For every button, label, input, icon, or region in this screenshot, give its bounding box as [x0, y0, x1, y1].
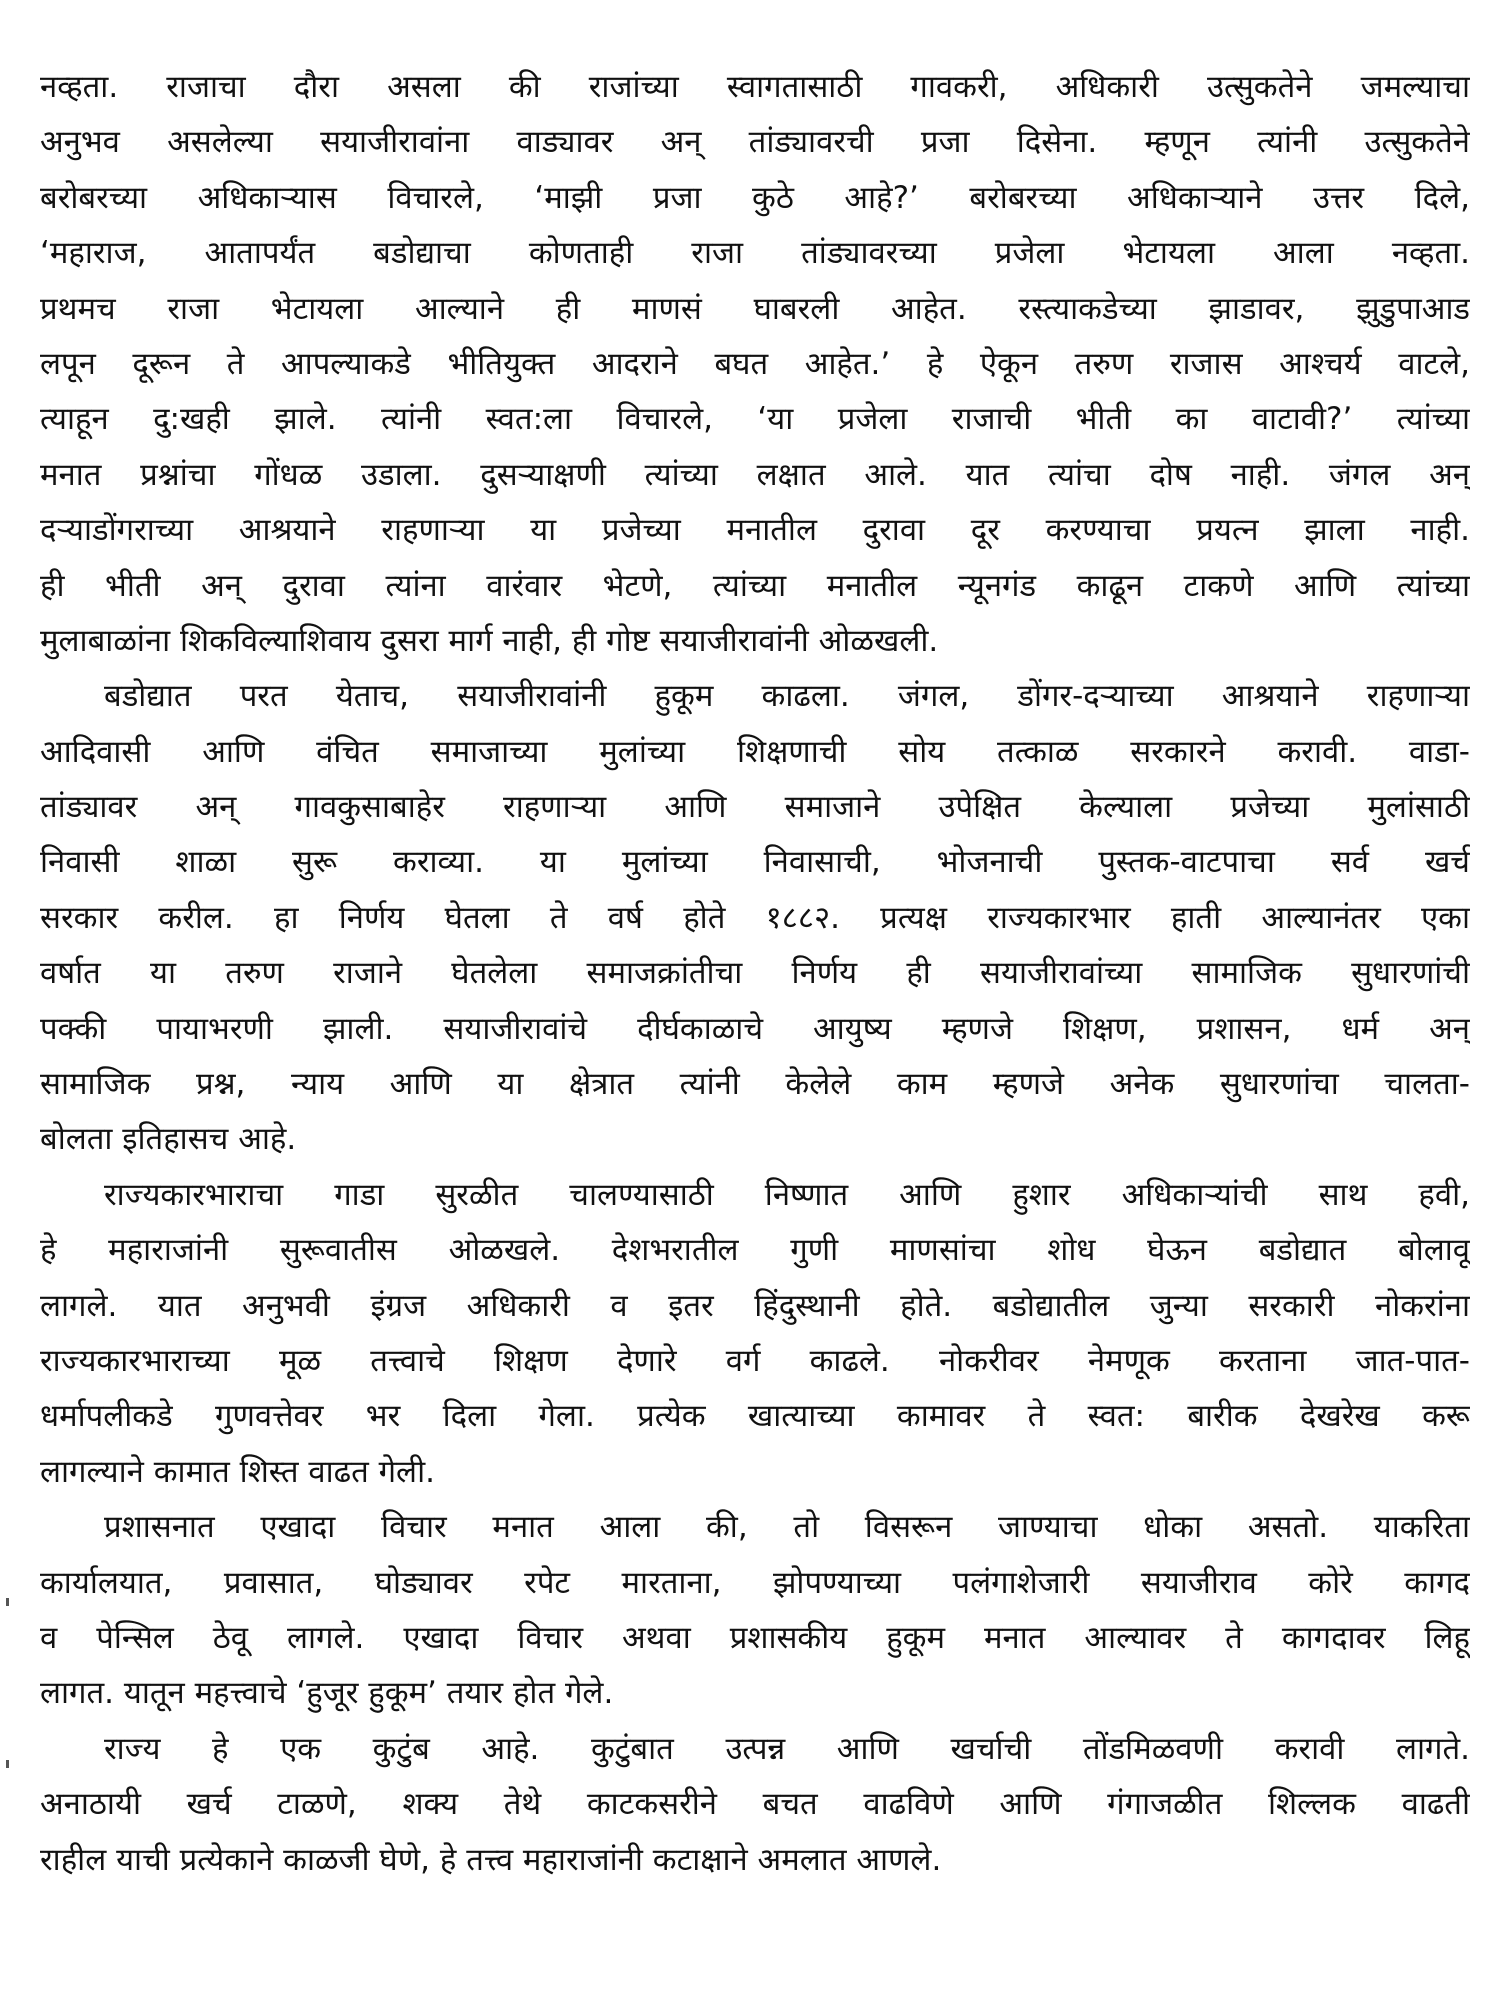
text-line: हे महाराजांनी सुरूवातीस ओळखले. देशभरातील गुणी माणसांचा शोध घेऊन बडोद्यात बोलावू	[40, 1232, 1470, 1269]
text-line: लागत. यातून महत्त्वाचे ‘हुजूर हुकूम’ तयार होत गेले.	[40, 1675, 614, 1712]
text-line: प्रथमच राजा भेटायला आल्याने ही माणसं घाबरली आहेत. रस्त्याकडेच्या झाडावर, झुडुपाआड	[40, 290, 1470, 327]
text-line: राज्यकारभाराचा गाडा सुरळीत चालण्यासाठी निष्णात आणि हुशार अधिकाऱ्यांची साथ हवी,	[104, 1176, 1470, 1213]
paragraph	[40, 669, 1470, 1168]
text-line: तांड्यावर अन् गावकुसाबाहेर राहणाऱ्या आणि समाजाने उपेक्षित केल्याला प्रजेच्या मुलांसाठी	[40, 789, 1470, 826]
text-line: अनुभव असलेल्या सयाजीरावांना वाड्यावर अन् तांड्यावरची प्रजा दिसेना. म्हणून त्यांनी उत्सुकतेने	[40, 124, 1470, 161]
document-body	[40, 60, 1470, 1888]
text-line: कार्यालयात, प्रवासात, घोड्यावर रपेट मारताना, झोपण्याच्या पलंगाशेजारी सयाजीराव कोरे कागद	[40, 1564, 1470, 1601]
document-page	[40, 60, 1470, 1960]
text-line: लागले. यात अनुभवी इंग्रज अधिकारी व इतर हिंदुस्थानी होते. बडोद्यातील जुन्या सरकारी नोकरांना	[40, 1287, 1470, 1324]
text-line: लपून दूरून ते आपल्याकडे भीतियुक्त आदराने बघत आहेत.’ हे ऐकून तरुण राजास आश्चर्य वाटले,	[40, 345, 1470, 382]
text-line: त्याहून दु:खही झाले. त्यांनी स्वत:ला विचारले, ‘या प्रजेला राजाची भीती का वाटावी?’ त्यांच्या	[40, 401, 1470, 438]
text-line: मनात प्रश्नांचा गोंधळ उडाला. दुसऱ्याक्षणी त्यांच्या लक्षात आले. यात त्यांचा दोष नाही. जंगल अन्	[40, 456, 1470, 493]
text-line: प्रशासनात एखादा विचार मनात आला की, तो विसरून जाण्याचा धोका असतो. याकरिता	[104, 1509, 1470, 1546]
text-line: ‘महाराज, आतापर्यंत बडोद्याचा कोणताही राजा तांड्यावरच्या प्रजेला भेटायला आला नव्हता.	[40, 235, 1470, 272]
paragraph	[40, 1500, 1470, 1722]
text-line: निवासी शाळा सुरू कराव्या. या मुलांच्या निवासाची, भोजनाची पुस्तक-वाटपाचा सर्व खर्च	[40, 844, 1470, 881]
text-line: धर्मापलीकडे गुणवत्तेवर भर दिला गेला. प्रत्येक खात्याच्या कामावर ते स्वत: बारीक देखरेख करू	[40, 1398, 1470, 1435]
text-line: अनाठायी खर्च टाळणे, शक्य तेथे काटकसरीने बचत वाढविणे आणि गंगाजळीत शिल्लक वाढती	[40, 1786, 1470, 1823]
text-line: व पेन्सिल ठेवू लागले. एखादा विचार अथवा प्रशासकीय हुकूम मनात आल्यावर ते कागदावर लिहू	[40, 1619, 1470, 1656]
text-line: ही भीती अन् दुरावा त्यांना वारंवार भेटणे, त्यांच्या मनातील न्यूनगंड काढून टाकणे आणि त्यांच्या	[40, 567, 1470, 604]
paragraph	[40, 60, 1470, 669]
text-line: नव्हता. राजाचा दौरा असला की राजांच्या स्वागतासाठी गावकरी, अधिकारी उत्सुकतेने जमल्याचा	[40, 69, 1470, 105]
text-line: लागल्याने कामात शिस्त वाढत गेली.	[40, 1453, 435, 1490]
margin-mark	[6, 1598, 9, 1606]
text-line: सामाजिक प्रश्न, न्याय आणि या क्षेत्रात त्यांनी केलेले काम म्हणजे अनेक सुधारणांचा चालता-	[40, 1066, 1470, 1103]
text-line: सरकार करील. हा निर्णय घेतला ते वर्ष होते १८८२. प्रत्यक्ष राज्यकारभार हाती आल्यानंतर एका	[40, 899, 1470, 936]
text-line: आदिवासी आणि वंचित समाजाच्या मुलांच्या शिक्षणाची सोय तत्काळ सरकारने करावी. वाडा-	[40, 733, 1470, 770]
text-line: राज्य हे एक कुटुंब आहे. कुटुंबात उत्पन्न आणि खर्चाची तोंडमिळवणी करावी लागते.	[104, 1730, 1470, 1767]
text-line: मुलाबाळांना शिकविल्याशिवाय दुसरा मार्ग नाही, ही गोष्ट सयाजीरावांनी ओळखली.	[40, 622, 939, 659]
paragraph	[40, 1722, 1470, 1888]
text-line: दऱ्याडोंगराच्या आश्रयाने राहणाऱ्या या प्रजेच्या मनातील दुरावा दूर करण्याचा प्रयत्न झाला नाही.	[40, 512, 1470, 549]
margin-mark	[6, 1760, 9, 1768]
text-line: बडोद्यात परत येताच, सयाजीरावांनी हुकूम काढला. जंगल, डोंगर-दऱ्याच्या आश्रयाने राहणाऱ्या	[104, 678, 1470, 715]
paragraph	[40, 1168, 1470, 1500]
text-line: राहील याची प्रत्येकाने काळजी घेणे, हे तत्त्व महाराजांनी कटाक्षाने अमलात आणले.	[40, 1841, 942, 1878]
text-line: राज्यकारभाराच्या मूळ तत्त्वाचे शिक्षण देणारे वर्ग काढले. नोकरीवर नेमणूक करताना जात-पात-	[40, 1342, 1470, 1379]
text-line: बरोबरच्या अधिकाऱ्यास विचारले, ‘माझी प्रजा कुठे आहे?’ बरोबरच्या अधिकाऱ्याने उत्तर दिले,	[40, 179, 1470, 216]
text-line: वर्षात या तरुण राजाने घेतलेला समाजक्रांतीचा निर्णय ही सयाजीरावांच्या सामाजिक सुधारणांची	[40, 955, 1470, 992]
text-line: बोलता इतिहासच आहे.	[40, 1121, 297, 1158]
text-line: पक्की पायाभरणी झाली. सयाजीरावांचे दीर्घकाळाचे आयुष्य म्हणजे शिक्षण, प्रशासन, धर्म अन्	[40, 1010, 1470, 1047]
